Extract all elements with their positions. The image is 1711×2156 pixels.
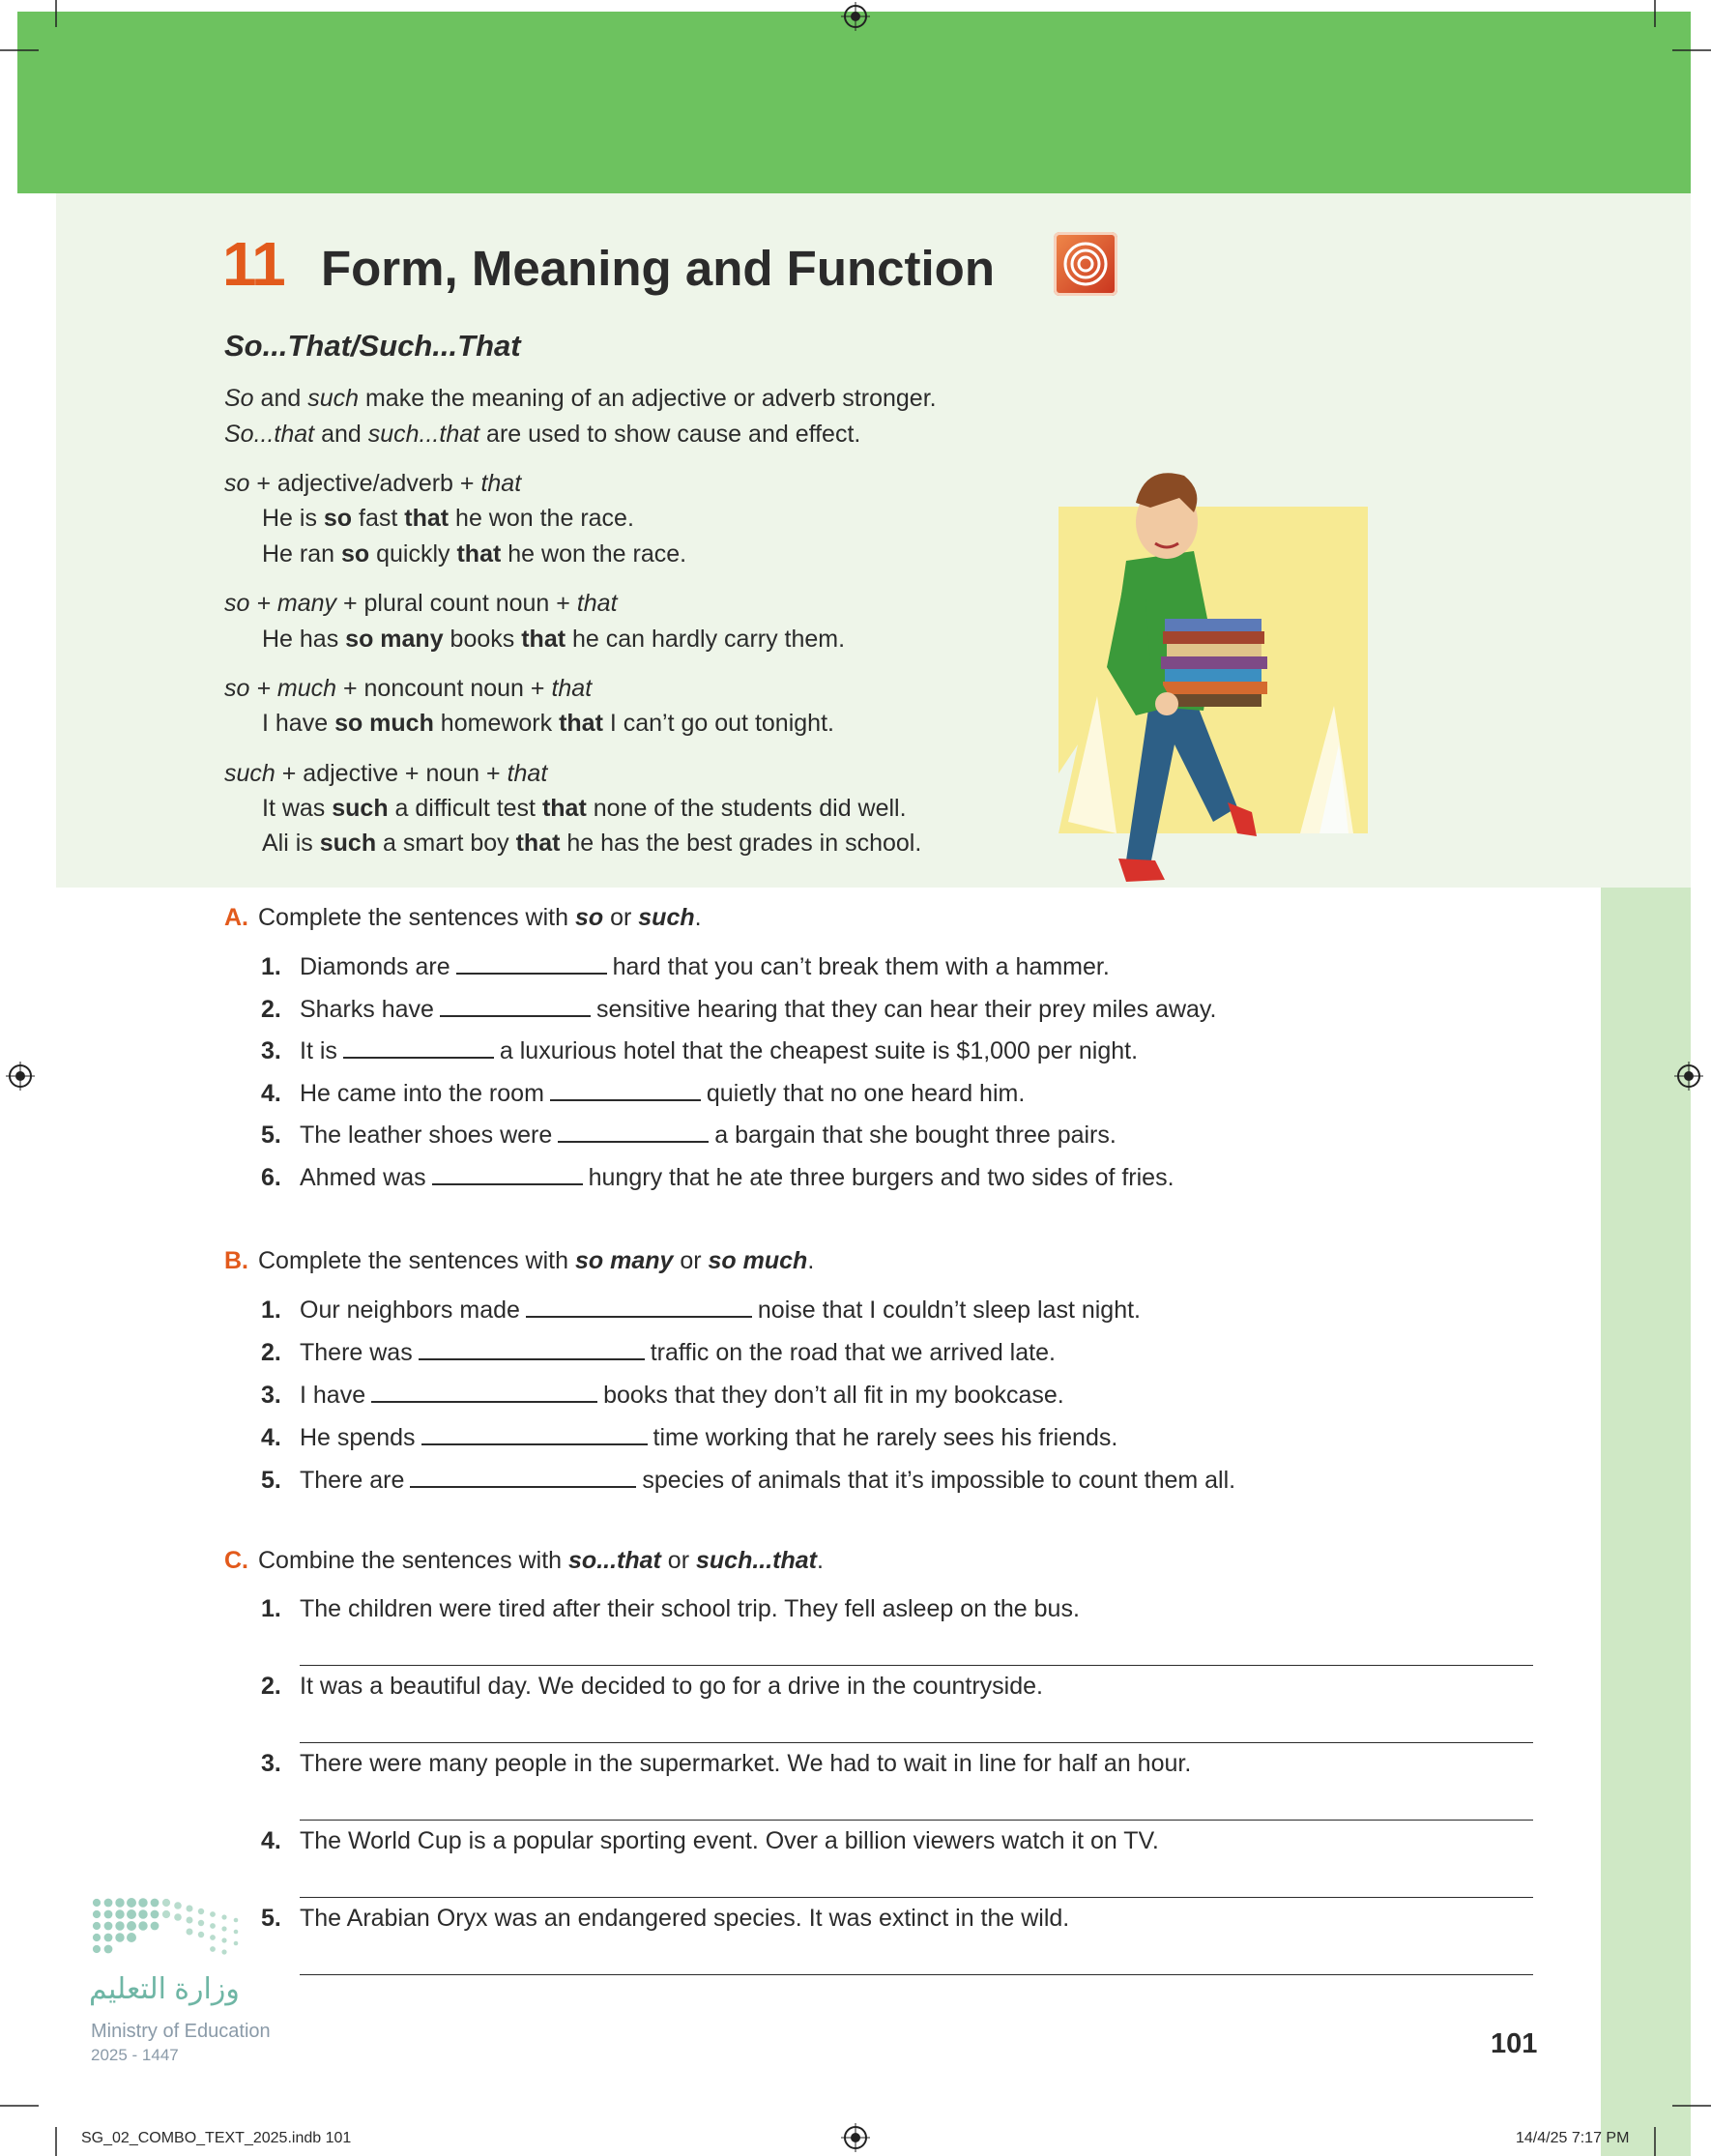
exercise-b-instruction [224, 1247, 814, 1275]
answer-blank[interactable] [558, 1122, 709, 1143]
exercise-item [261, 1339, 1056, 1367]
exercise-item [261, 1037, 1138, 1065]
footer-timestamp: 14/4/25 7:17 PM [1516, 2130, 1630, 2146]
answer-line[interactable] [300, 1820, 1533, 1821]
exercise-item [261, 1382, 1064, 1410]
registration-mark-icon [1674, 1062, 1703, 1091]
instruction-text: Complete the sentences with so or such. [258, 904, 702, 931]
item-text-before: Sharks have [300, 995, 434, 1023]
answer-blank[interactable] [343, 1037, 494, 1059]
pattern-formula: so + much + noncount noun + that [224, 675, 593, 702]
exercise-item [261, 1750, 1191, 1778]
item-text-before: He spends [300, 1424, 416, 1451]
item-text-before: There was [300, 1339, 413, 1366]
answer-line[interactable] [300, 1742, 1533, 1743]
item-text-before: It is [300, 1037, 337, 1064]
registration-mark-icon [841, 2, 870, 31]
section-title: So...That/Such...That [224, 329, 521, 363]
answer-blank[interactable] [371, 1382, 597, 1403]
exercise-item [261, 1467, 1235, 1495]
item-number: 5. [261, 1905, 281, 1932]
exercise-item [261, 1297, 1141, 1325]
item-text-before: The leather shoes were [300, 1122, 553, 1149]
answer-blank[interactable] [526, 1297, 752, 1318]
item-text-before: Our neighbors made [300, 1297, 520, 1324]
ministry-arabic-name: وزارة التعليم [89, 1973, 240, 2005]
pattern-example: He has so many books that he can hardly carry them. [262, 626, 846, 653]
item-text-before: There are [300, 1467, 405, 1494]
exercise-c-instruction [224, 1547, 824, 1575]
exercise-item [261, 1164, 1174, 1192]
pattern-example: It was such a difficult test that none of the students did well. [262, 795, 907, 822]
item-text-after: time working that he rarely sees his friends. [652, 1424, 1118, 1451]
instruction-text: Combine the sentences with so...that or such...that. [258, 1547, 824, 1574]
item-number: 6. [261, 1163, 281, 1191]
ministry-english-name: Ministry of Education [91, 2021, 271, 2042]
pattern-example: He ran so quickly that he won the race. [262, 540, 687, 568]
item-number: 1. [261, 1297, 281, 1324]
answer-blank[interactable] [432, 1164, 583, 1185]
item-number: 2. [261, 1673, 281, 1700]
exercise-a-instruction [224, 904, 702, 932]
answer-line[interactable] [300, 1897, 1533, 1898]
instruction-text: Complete the sentences with so many or so much. [258, 1247, 815, 1274]
exercise-item [261, 1827, 1159, 1855]
item-text-after: a bargain that she bought three pairs. [714, 1122, 1116, 1149]
item-text-after: hungry that he ate three burgers and two sides of fries. [588, 1163, 1174, 1191]
intro-line: So...that and such...that are used to show cause and effect. [224, 421, 861, 448]
item-number: 3. [261, 1382, 281, 1409]
item-number: 3. [261, 1037, 281, 1064]
exercise-item [261, 1673, 1043, 1701]
exercise-item [261, 1905, 1069, 1933]
item-text-after: species of animals that it’s impossible to count them all. [642, 1467, 1236, 1494]
item-text-before: He came into the room [300, 1079, 544, 1107]
item-number: 5. [261, 1467, 281, 1494]
pattern-example: Ali is such a smart boy that he has the best grades in school. [262, 830, 922, 857]
exercise-item [261, 996, 1217, 1024]
answer-line[interactable] [300, 1974, 1533, 1975]
item-number: 2. [261, 1339, 281, 1366]
item-number: 3. [261, 1750, 281, 1777]
exercise-letter: C. [224, 1547, 248, 1574]
exercise-item [261, 1080, 1025, 1108]
item-number: 4. [261, 1827, 281, 1854]
item-text-before: I have [300, 1382, 366, 1409]
pattern-formula: so + adjective/adverb + that [224, 470, 522, 497]
item-text-after: quietly that no one heard him. [706, 1079, 1026, 1107]
item-number: 4. [261, 1079, 281, 1107]
registration-mark-icon [841, 2123, 870, 2152]
exercise-item [261, 1595, 1080, 1623]
intro-line: So and such make the meaning of an adjective or adverb stronger. [224, 385, 937, 412]
item-text: The children were tired after their school trip. They fell asleep on the bus. [300, 1595, 1080, 1622]
answer-blank[interactable] [456, 953, 607, 975]
pattern-example: I have so much homework that I can’t go out tonight. [262, 710, 834, 737]
ministry-logo-dots-icon [91, 1895, 255, 1963]
item-number: 4. [261, 1424, 281, 1451]
item-number: 1. [261, 1595, 281, 1622]
audio-swirl-icon [1054, 232, 1117, 296]
item-text-before: Ahmed was [300, 1163, 426, 1191]
item-text-after: noise that I couldn’t sleep last night. [757, 1297, 1141, 1324]
footer-file-info: SG_02_COMBO_TEXT_2025.indb 101 [81, 2130, 352, 2146]
pattern-formula: so + many + plural count noun + that [224, 590, 618, 617]
item-number: 5. [261, 1122, 281, 1149]
item-text: The Arabian Oryx was an endangered species. It was extinct in the wild. [300, 1905, 1070, 1932]
item-text-before: Diamonds are [300, 953, 450, 980]
exercise-item [261, 1122, 1116, 1150]
registration-mark-icon [6, 1062, 35, 1091]
item-text: The World Cup is a popular sporting event. Over a billion viewers watch it on TV. [300, 1827, 1159, 1854]
item-text-after: sensitive hearing that they can hear their prey miles away. [595, 995, 1217, 1023]
unit-number: 11 [222, 229, 284, 299]
answer-blank[interactable] [440, 996, 591, 1017]
exercise-letter: B. [224, 1247, 248, 1274]
unit-title: Form, Meaning and Function [321, 241, 995, 296]
exercise-item [261, 1424, 1117, 1452]
item-text: There were many people in the supermarket. We had to wait in line for half an hour. [300, 1750, 1192, 1777]
page-number: 101 [1491, 2028, 1538, 2059]
pattern-formula: such + adjective + noun + that [224, 760, 548, 787]
pattern-example: He is so fast that he won the race. [262, 505, 634, 532]
answer-line[interactable] [300, 1665, 1533, 1666]
answer-blank[interactable] [410, 1467, 636, 1488]
item-text-after: books that they don’t all fit in my bookcase. [603, 1382, 1064, 1409]
item-number: 1. [261, 953, 281, 980]
item-text-after: a luxurious hotel that the cheapest suite is $1,000 per night. [499, 1037, 1139, 1064]
item-number: 2. [261, 995, 281, 1023]
item-text-after: traffic on the road that we arrived late. [650, 1339, 1056, 1366]
boy-carrying-books-illustration [1058, 454, 1368, 928]
header-band [17, 12, 1691, 193]
answer-blank[interactable] [419, 1339, 645, 1360]
item-text-after: hard that you can’t break them with a hammer. [612, 953, 1110, 980]
exercise-letter: A. [224, 904, 248, 931]
ministry-year: 2025 - 1447 [91, 2046, 179, 2064]
item-text: It was a beautiful day. We decided to go for a drive in the countryside. [300, 1673, 1043, 1700]
exercise-item [261, 953, 1110, 981]
answer-blank[interactable] [550, 1080, 701, 1101]
answer-blank[interactable] [421, 1424, 648, 1445]
